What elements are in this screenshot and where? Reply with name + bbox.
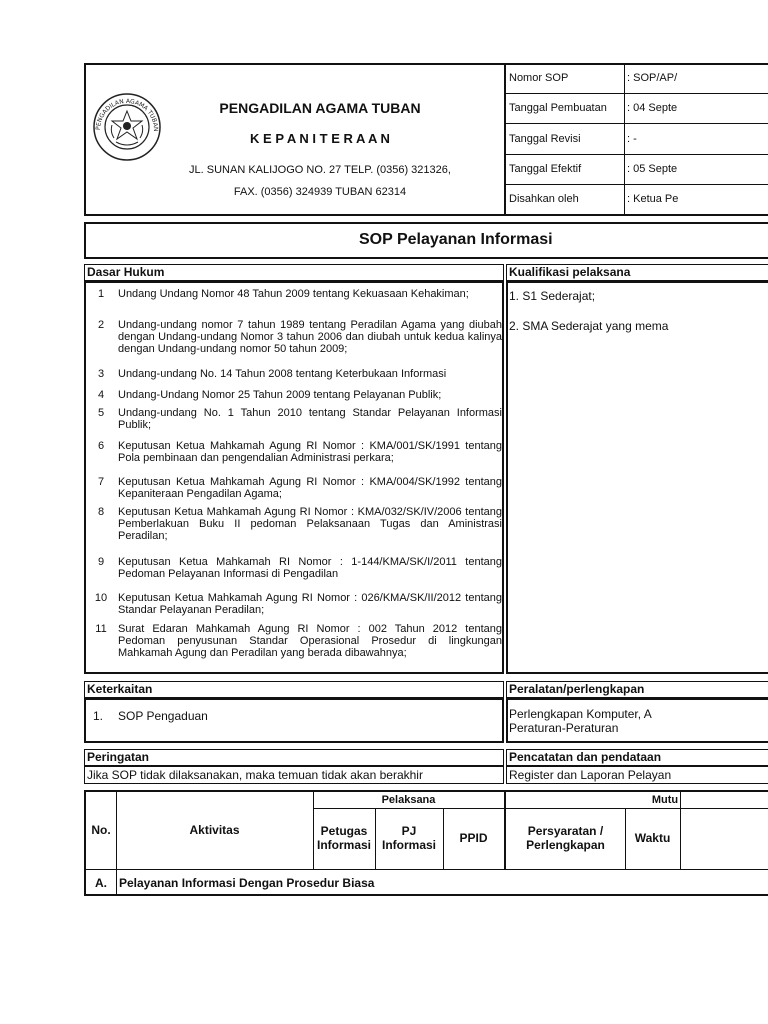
meta-label-disahkan-oleh: Disahkan oleh	[509, 193, 579, 205]
meta-value-nomor-sop: : SOP/AP/	[627, 72, 678, 84]
dasar-hukum-no: 5	[97, 407, 105, 419]
peralatan-heading: Peralatan/perlengkapan	[509, 682, 645, 696]
col-ppid-header: PPID	[459, 831, 488, 845]
col-petugas-header: Petugas Informasi	[316, 824, 371, 852]
peralatan-line-1: Perlengkapan Komputer, A	[509, 707, 652, 721]
kualifikasi-item: 2. SMA Sederajat yang mema	[509, 319, 669, 333]
dasar-hukum-item: Keputusan Ketua Mahkamah Agung RI Nomor : 026/KMA/SK/II/2012 tentang Standar Pelayanan Peradilan;	[118, 592, 502, 616]
meta-value-tanggal-pembuatan: : 04 Septe	[627, 102, 678, 114]
col-pj-header: PJ Informasi	[381, 824, 436, 852]
keterkaitan-item: SOP Pengaduan	[118, 709, 208, 723]
keterkaitan-heading: Keterkaitan	[87, 682, 153, 696]
dasar-hukum-heading: Dasar Hukum	[87, 265, 165, 279]
court-seal-logo	[92, 92, 162, 162]
dasar-hukum-no: 11	[95, 623, 107, 635]
peringatan-text: Jika SOP tidak dilaksanakan, maka temuan tidak akan berakhir	[87, 768, 423, 782]
dasar-hukum-item: Keputusan Ketua Mahkamah Agung RI Nomor : KMA/032/SK/IV/2006 tentang Pemberlakuan Buku II pedoman Pelaksanaan Tugas dan Aministrasi Peradilan;	[118, 506, 502, 542]
dasar-hukum-no: 8	[97, 506, 105, 518]
col-no-header: No.	[91, 823, 111, 837]
col-waktu-header: Waktu	[634, 831, 671, 845]
meta-value-tanggal-efektif: : 05 Septe	[627, 163, 678, 175]
section-title: Pelayanan Informasi Dengan Prosedur Biasa	[119, 876, 375, 890]
dasar-hukum-no: 1	[97, 288, 105, 300]
peringatan-heading: Peringatan	[87, 750, 150, 764]
meta-value-disahkan-oleh: : Ketua Pe	[627, 193, 679, 205]
dasar-hukum-item: Surat Edaran Mahkamah Agung RI Nomor : 002 Tahun 2012 tentang Pedoman penyusunan Standar Operasional Prosedur di lingkungan Mahkamah Agung dan Peradilan yang berada dibawahnya;	[118, 623, 502, 659]
dasar-hukum-no: 2	[97, 319, 105, 331]
address-line-1: JL. SUNAN KALIJOGO NO. 27 TELP. (0356) 321326,	[189, 164, 451, 176]
dasar-hukum-item: Undang-undang No. 1 Tahun 2010 tentang Standar Pelayanan Informasi Publik;	[118, 407, 502, 431]
dasar-hukum-no: 10	[94, 592, 108, 604]
meta-label-tanggal-pembuatan: Tanggal Pembuatan	[509, 102, 607, 114]
dasar-hukum-item: Undang-undang No. 14 Tahun 2008 tentang Keterbukaan Informasi	[118, 368, 447, 380]
court-name: PENGADILAN AGAMA TUBAN	[219, 100, 421, 116]
kualifikasi-body	[506, 281, 768, 674]
meta-label-nomor-sop: Nomor SOP	[509, 72, 569, 84]
peralatan-line-2: Peraturan-Peraturan	[509, 721, 619, 735]
keterkaitan-no: 1.	[93, 709, 104, 723]
department-name: K E P A N I T E R A A N	[250, 131, 390, 146]
dasar-hukum-item: Keputusan Ketua Mahkamah RI Nomor : 1-144/KMA/SK/I/2011 tentang Pedoman Pelayanan Informasi di Pengadilan	[118, 556, 502, 580]
meta-label-tanggal-efektif: Tanggal Efektif	[509, 163, 582, 175]
dasar-hukum-no: 4	[97, 389, 105, 401]
sop-title: SOP Pelayanan Informasi	[359, 231, 553, 248]
dasar-hukum-item: Keputusan Ketua Mahkamah Agung RI Nomor : KMA/001/SK/1991 tentang Pola pembinaan dan pengendalian Administrasi perkara;	[118, 440, 502, 464]
dasar-hukum-no: 3	[97, 368, 105, 380]
pelaksana-group-header: Pelaksana	[381, 794, 436, 806]
section-no: A.	[95, 876, 107, 890]
dasar-hukum-no: 6	[97, 440, 105, 452]
col-persyaratan-header: Persyaratan / Perlengkapan	[526, 824, 605, 852]
dasar-hukum-no: 7	[97, 476, 105, 488]
dasar-hukum-no: 9	[97, 556, 105, 568]
seal-text: PENGADILAN AGAMA TUBAN	[94, 97, 160, 132]
mutu-group-header: Mutu	[651, 794, 679, 806]
meta-value-tanggal-revisi: : -	[627, 133, 637, 145]
pencatatan-heading: Pencatatan dan pendataan	[509, 750, 662, 764]
pencatatan-text: Register dan Laporan Pelayan	[509, 768, 672, 782]
dasar-hukum-item: Keputusan Ketua Mahkamah Agung RI Nomor : KMA/004/SK/1992 tentang Kepaniteraan Pengadilan Agama;	[118, 476, 502, 500]
meta-label-tanggal-revisi: Tanggal Revisi	[509, 133, 581, 145]
dasar-hukum-item: Undang Undang Nomor 48 Tahun 2009 tentang Kekuasaan Kehakiman;	[118, 288, 469, 300]
dasar-hukum-item: Undang-Undang Nomor 25 Tahun 2009 tentang Pelayanan Publik;	[118, 389, 442, 401]
col-aktivitas-header: Aktivitas	[189, 823, 240, 837]
kualifikasi-item: 1. S1 Sederajat;	[509, 289, 596, 303]
kualifikasi-heading: Kualifikasi pelaksana	[509, 265, 631, 279]
dasar-hukum-item: Undang-undang nomor 7 tahun 1989 tentang Peradilan Agama yang diubah dengan Undang-undang Nomor 3 tahun 2006 dan diubah untuk kedua kalinya dengan Undang-undang nomor 50 tahun 2009;	[118, 319, 502, 355]
address-line-2: FAX. (0356) 324939 TUBAN 62314	[233, 186, 407, 198]
